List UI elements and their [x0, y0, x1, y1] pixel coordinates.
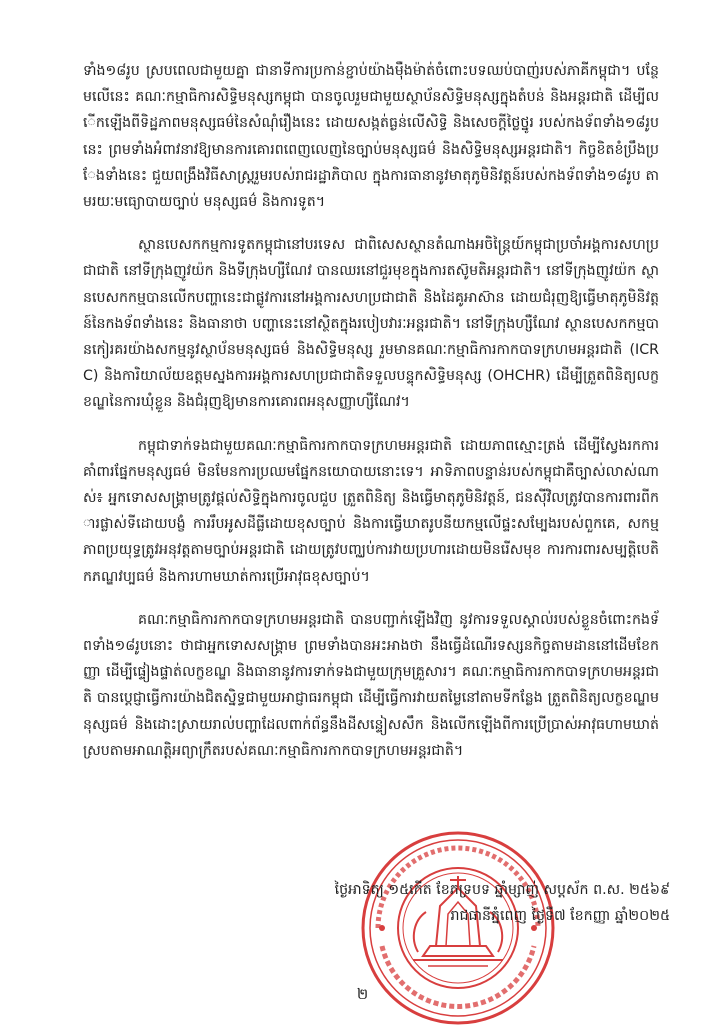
page-number: ២ [356, 985, 369, 1003]
paragraph-3: កម្ពុជាទាក់ទងជាមួយគណៈកម្មាធិការកាកបាទក្រហមអន្តរជាតិ ដោយភាពស្មោះត្រង់ ដើម្បីស្វែងរកការគាំពារផ្នែកមនុស្សធម៌ មិនមែនការប្រឈមផ្នែកនយោបាយនោះទេ។ អាទិភាពបន្ទាន់របស់កម្ពុជាគឺច្បាស់លាស់ណាស់៖ អ្នកទោសសង្គ្រាមត្រូវផ្តល់សិទ្ធិក្នុងការចូលជួប ត្រួតពិនិត្យ និងធ្វើមាតុភូមិនិវត្តន៍, ជនស៊ីវិលត្រូវបានការពារពីការផ្លាស់ទីដោយបង្ខំ ការរឹបអូសដីធ្លីដោយខុសច្បាប់ និងការធ្វើឃាតរូបនីយកម្មលើផ្ទះសម្បែងរបស់ពួកគេ, សកម្មភាពប្រយុទ្ធត្រូវអនុវត្តតាមច្បាប់អន្តរជាតិ ដោយត្រូវបញ្ឈប់ការវាយប្រហារដោយមិនរើសមុខ ការការពារសម្បត្តិបេតិកភណ្ឌវប្បធម៌ និងការហាមឃាត់ការប្រើអាវុធខុសច្បាប់។ [83, 437, 659, 585]
paragraph-1: ទាំង១៨រូប ស្របពេលជាមួយគ្នា ជានាទីការប្រកាន់ខ្ជាប់យ៉ាងម៉ឺងម៉ាត់ចំពោះបទឈប់បាញ់របស់ភាគីកម្ពុជា។ បន្ថែមលើនេះ គណៈកម្មាធិការសិទ្ធិមនុស្សកម្ពុជា បានចូលរួមជាមួយស្ថាប័នសិទ្ធិមនុស្សក្នុងតំបន់ និងអន្តរជាតិ ដើម្បីលើកឡើងពីទិដ្ឋភាពមនុស្សធម៌នៃសំណុំរឿងនេះ ដោយសង្កត់ធ្ងន់លើសិទ្ធិ និងសេចក្តីថ្លៃថ្នូរ របស់កងទ័ពទាំង១៨រូបនេះ ព្រមទាំងអំពាវនាវឱ្យមានការគោរពពេញលេញនៃច្បាប់មនុស្សធម៌ និងសិទ្ធិមនុស្សអន្តរជាតិ។ កិច្ចខិតខំប្រឹងប្រែងទាំងនេះ ជួយពង្រឹងវិធីសាស្ត្ររួមរបស់រាជរដ្ឋាភិបាល ក្នុងការធានានូវមាតុភូមិនិវត្តន៍របស់កងទ័ពទាំង១៨រូប តាមរយៈមធ្យោបាយច្បាប់ មនុស្សធម៌ និងការទូត។ [83, 63, 659, 211]
date-block [270, 877, 670, 929]
lunar-date: ថ្ងៃអាទិត្យ ១៥កើត ខែភទ្របទ ឆ្នាំម្សាញ់ សប្តស័ក ព.ស. ២៥៦៩ [334, 882, 670, 898]
paragraph-4: គណៈកម្មាធិការកាកបាទក្រហមអន្តរជាតិ បានបញ្ជាក់ឡើងវិញ នូវការទទួលស្គាល់របស់ខ្លួនចំពោះកងទ័ពទាំង១៨រូបនោះ ថាជាអ្នកទោសសង្គ្រាម ព្រមទាំងបានអះអាងថា នឹងធ្វើដំណើរទស្សនកិច្ចតាមដាននៅដើមខែកញ្ញា ដើម្បីផ្ទៀងផ្ទាត់លក្ខខណ្ឌ និងធានានូវការទាក់ទងជាមួយក្រុមគ្រួសារ។ គណៈកម្មាធិការកាកបាទក្រហមអន្តរជាតិ បានប្តេជ្ញាធ្វើការយ៉ាងជិតស្និទ្ធជាមួយអាជ្ញាធរកម្ពុជា ដើម្បីធ្វើការវាយតម្លៃនៅតាមទីកន្លែង ត្រួតពិនិត្យលក្ខខណ្ឌមនុស្សធម៌ និងដោះស្រាយរាល់បញ្ហាដែលពាក់ព័ន្ធនឹងដីសន្ទៀសសឹក និងលើកឡើងពីការប្រើប្រាស់អាវុធហាមឃាត់ ស្របតាមអាណត្តិអព្យាក្រឹតរបស់គណៈកម្មាធិការកាកបាទក្រហមអន្តរជាតិ។ [83, 611, 659, 759]
solar-date: រាជធានីភ្នំពេញ ថ្ងៃទី៧ ខែកញ្ញា ឆ្នាំ២០២៥ [450, 908, 670, 924]
paragraph-2: ស្ថានបេសកកម្មការទូតកម្ពុជានៅបរទេស ជាពិសេសស្ថានតំណាងអចិន្ត្រៃយ៍កម្ពុជាប្រចាំអង្គការសហប្រជាជាតិ នៅទីក្រុងញូវយ៉ក និងទីក្រុងហ្សឺណែវ បានឈរនៅជួរមុខក្នុងការតស៊ូមតិអន្តរជាតិ។ នៅទីក្រុងញូវយ៉ក ស្ថានបេសកកម្មបានលើកបញ្ហានេះជាផ្លូវការនៅអង្គការសហប្រជាជាតិ និងដៃគូអាស៊ាន ដោយជំរុញឱ្យធ្វើមាតុភូមិនិវត្តន៍នៃកងទ័ពទាំងនេះ និងធានាថា បញ្ហានេះនៅស្ថិតក្នុងរបៀបវារៈអន្តរជាតិ។ នៅទីក្រុងហ្សឺណែវ ស្ថានបេសកកម្មបានកៀរគរយ៉ាងសកម្មនូវស្ថាប័នមនុស្សធម៌ និងសិទ្ធិមនុស្ស រួមមានគណៈកម្មាធិការកាកបាទក្រហមអន្តរជាតិ (ICRC) និងការិយាល័យឧត្តមស្នងការអង្គការសហប្រជាជាតិទទួលបន្ទុកសិទ្ធិមនុស្ស (OHCHR) ដើម្បីត្រួតពិនិត្យលក្ខខណ្ឌនៃការឃុំខ្លួន និងជំរុញឱ្យមានការគោរពអនុសញ្ញាហ្សឺណែវ។ [83, 237, 659, 411]
